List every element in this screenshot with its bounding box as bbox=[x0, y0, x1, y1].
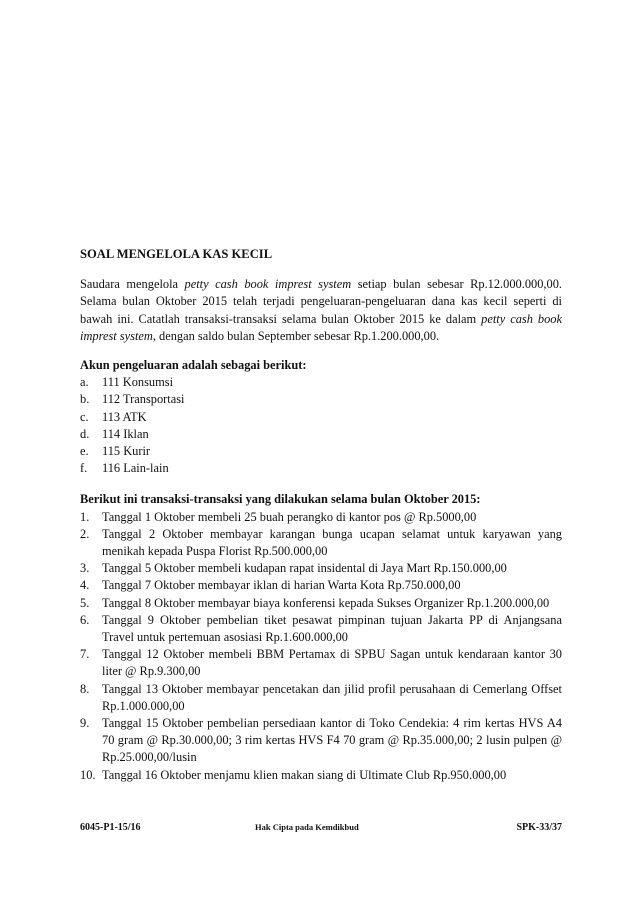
transaction-item bbox=[80, 715, 562, 767]
transaction-text: Tanggal 5 Oktober membeli kudapan rapat insidental di Jaya Mart Rp.150.000,00 bbox=[102, 561, 507, 576]
transaction-number: 1. bbox=[80, 509, 90, 524]
transaction-item bbox=[80, 595, 562, 612]
intro-term-1: petty cash book imprest system bbox=[184, 277, 352, 292]
account-label: 116 Lain-lain bbox=[102, 461, 169, 476]
intro-text-3: , dengan saldo bulan September sebesar Rp.1.200.000,00. bbox=[152, 328, 440, 343]
account-label: 114 Iklan bbox=[102, 426, 149, 441]
transaction-number: 9. bbox=[80, 716, 90, 731]
transaction-text: Tanggal 1 Oktober membeli 25 buah perangko di kantor pos @ Rp.5000,00 bbox=[102, 509, 477, 524]
transaction-text: Tanggal 8 Oktober membayar biaya konferensi kepada Sukses Organizer Rp.1.200.000,00 bbox=[102, 595, 550, 610]
transactions-heading: Berikut ini transaksi-transaksi yang dilakukan selama bulan Oktober 2015: bbox=[80, 492, 481, 507]
account-letter: a. bbox=[80, 375, 89, 390]
intro-term-2: petty cash book imprest system bbox=[80, 311, 563, 343]
document-title: SOAL MENGELOLA KAS KECIL bbox=[80, 247, 273, 261]
account-letter: b. bbox=[80, 392, 90, 407]
transaction-number: 10. bbox=[80, 767, 96, 782]
account-label: 111 Konsumsi bbox=[102, 375, 174, 390]
accounts-list bbox=[80, 374, 562, 477]
transaction-text: Tanggal 12 Oktober membeli BBM Pertamax di SPBU Sagan untuk kendaraan kantor 30 liter @ Rp.9.300,00 bbox=[102, 647, 562, 679]
account-letter: f. bbox=[80, 461, 88, 476]
intro-paragraph bbox=[80, 276, 562, 345]
transaction-number: 7. bbox=[80, 647, 90, 662]
transaction-item bbox=[80, 612, 562, 646]
account-label: 113 ATK bbox=[102, 409, 147, 424]
transaction-item bbox=[80, 526, 562, 560]
transaction-text: Tanggal 16 Oktober menjamu klien makan siang di Ultimate Club Rp.950.000,00 bbox=[102, 767, 507, 782]
transaction-item bbox=[80, 646, 562, 680]
footer-page-number: SPK-33/37 bbox=[516, 822, 562, 833]
transaction-text: Tanggal 7 Oktober membayar iklan di harian Warta Kota Rp.750.000,00 bbox=[102, 578, 461, 593]
account-letter: c. bbox=[80, 409, 89, 424]
account-letter: e. bbox=[80, 444, 89, 459]
document-body bbox=[80, 246, 562, 784]
accounts-heading: Akun pengeluaran adalah sebagai berikut: bbox=[80, 358, 307, 373]
transaction-item bbox=[80, 681, 562, 715]
transaction-item bbox=[80, 577, 562, 594]
transaction-number: 2. bbox=[80, 526, 90, 541]
transaction-item bbox=[80, 767, 562, 784]
transaction-item bbox=[80, 560, 562, 577]
intro-text-1: Saudara mengelola bbox=[80, 277, 185, 292]
intro-text-2: setiap bulan sebesar Rp.12.000.000,00. Selama bulan Oktober 2015 telah terjadi pengeluaran-pengeluaran dana kas kecil seperti di bawah ini. Catatlah transaksi-transaksi selama bulan Oktober 2015 ke dalam bbox=[80, 277, 563, 326]
transactions-list bbox=[80, 509, 562, 784]
footer-code: 6045-P1-15/16 bbox=[80, 822, 141, 833]
transaction-text: Tanggal 9 Oktober pembelian tiket pesawat pimpinan tujuan Jakarta PP di Anjangsana Travel untuk pertemuan asosiasi Rp.1.600.000,00 bbox=[102, 612, 562, 645]
transaction-number: 4. bbox=[80, 578, 90, 593]
transaction-text: Tanggal 13 Oktober membayar pencetakan dan jilid profil perusahaan di Cemerlang Offset Rp.1.000.000,00 bbox=[102, 681, 562, 713]
account-item bbox=[80, 443, 562, 460]
footer-copyright: Hak Cipta pada Kemdikbud bbox=[255, 822, 359, 832]
account-item bbox=[80, 426, 562, 443]
account-label: 112 Transportasi bbox=[102, 392, 185, 407]
transaction-number: 6. bbox=[80, 612, 90, 627]
account-item bbox=[80, 460, 562, 477]
account-item bbox=[80, 391, 562, 408]
account-label: 115 Kurir bbox=[102, 444, 151, 459]
account-letter: d. bbox=[80, 426, 90, 441]
transaction-number: 3. bbox=[80, 561, 90, 576]
transaction-number: 5. bbox=[80, 595, 90, 610]
transaction-item bbox=[80, 509, 562, 526]
account-item bbox=[80, 374, 562, 391]
transaction-text: Tanggal 2 Oktober membayar karangan bunga ucapan selamat untuk karyawan yang menikah kepada Puspa Florist Rp.500.000,00 bbox=[102, 526, 562, 559]
transaction-text: Tanggal 15 Oktober pembelian persediaan kantor di Toko Cendekia: 4 rim kertas HVS A4 70 gram @ Rp.30.000,00; 3 rim kertas HVS F4 70 gram @ Rp.35.000,00; 2 lusin pulpen @ Rp.25.000,00/lusin bbox=[102, 716, 562, 765]
transaction-number: 8. bbox=[80, 681, 90, 696]
account-item bbox=[80, 409, 562, 426]
